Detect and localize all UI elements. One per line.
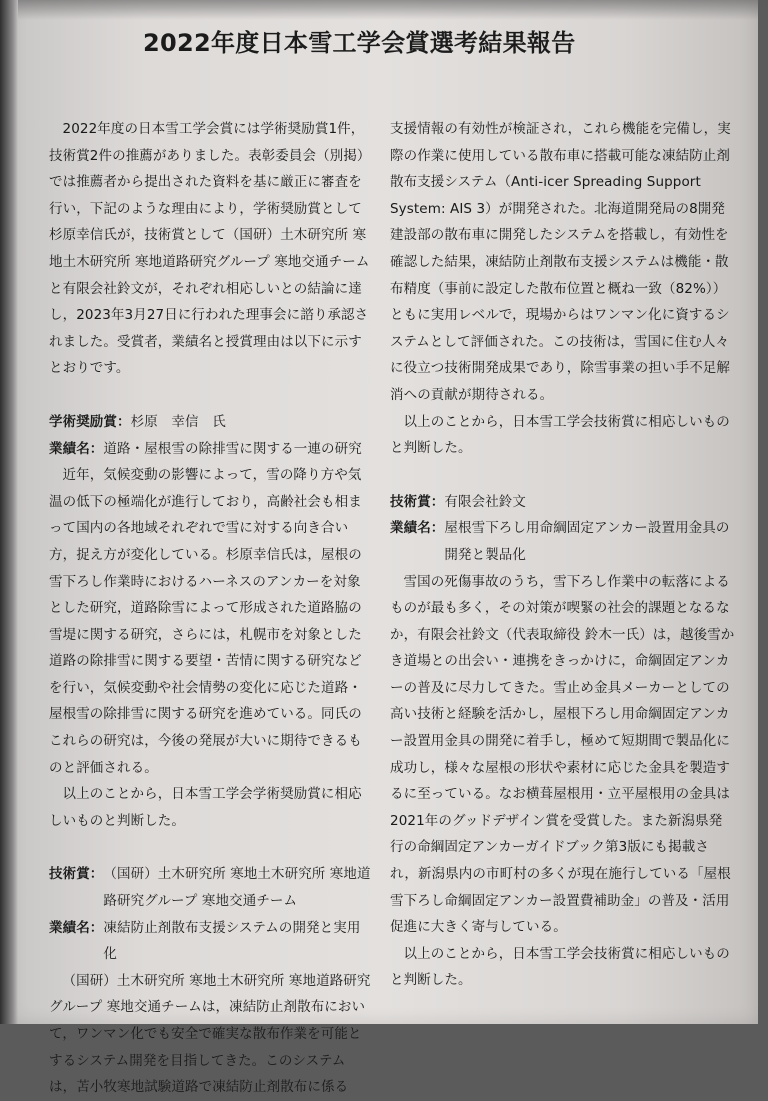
right-column [390,116,735,994]
technology-award-1-recipient: （国研）土木研究所 寒地土木研究所 寒地道路研究グループ 寒地交通チーム [103,866,371,910]
technology-award-1-recipient-row [49,861,371,914]
technology-award-1-reason-start: （国研）土木研究所 寒地土木研究所 寒地道路研究グループ 寒地交通チームは，凍結防止剤散布において，ワンマン化でも安全で確実な散布作業を可能とするシステム開発を目指してきた。このシステムは，苫小牧寒地試験道路で凍結防止剤散布に係る [49,972,371,1096]
technology-award-2-recipient-row [390,489,735,516]
page-title: 2022年度日本雪工学会賞選考結果報告 [143,29,576,57]
technology-award-2-reason: 雪国の死傷事故のうち，雪下ろし作業中の転落によるものが最も多く，その対策が喫緊の社会的課題となるなか，有限会社鈴文（代表取締役 鈴木一氏）は，越後雪かき道場との出会い・連携をきっかけに，命綱固定アンカーの普及に尽力してきた。雪止め金具メーカーとしての高い技術と経験を活かし，屋根下ろし用命綱固定アンカー設置用金具の開発に着手し，極めて短期間で製品化に成功し，様々な屋根の形状や素材に応じた金具を製造するに至っている。なお横葺屋根用・立平屋根用の金具は2021年のグッドデザイン賞を受賞した。また新潟県発行の命綱固定アンカーガイドブック第3版にも掲載され，新潟県内の市町村の多くが現在施行している「屋根雪下ろし命綱固定アンカー設置費補助金」の普及・活用促進に大きく寄与している。 [390,573,735,936]
academic-award-label: 学術奨励賞： [49,413,131,430]
academic-work-label: 業績名： [49,440,104,457]
technology-work-1-label: 業績名： [49,919,104,936]
academic-work-title-row [49,436,371,463]
technology-work-2-title-row [390,515,735,568]
academic-award-conclusion: 以上のことから，日本雪工学会学術奨励賞に相応しいものと判断した。 [49,786,362,829]
page-left-shadow [0,0,18,1024]
technology-award-1-label: 技術賞： [49,866,104,883]
technology-award-2-conclusion: 以上のことから，日本雪工学会技術賞に相応しいものと判断した。 [390,945,730,989]
technology-award-1-conclusion: 以上のことから，日本雪工学会技術賞に相応しいものと判断した。 [390,413,730,457]
section-gap [390,462,735,489]
technology-award-2-recipient: 有限会社鈴文 [444,493,527,510]
academic-award-reason: 近年，気候変動の影響によって，雪の降り方や気温の低下の極端化が進行しており，高齢社会も相まって国内の各地域それぞれで雪に対する向き合い方，捉え方が変化している。杉原幸信氏は，屋根の雪下ろし作業時におけるハーネスのアンカーを対象とした研究，道路除雪によって形成された道路脇の雪堤に関する研究，さらには，札幌市を対象とした道路の除排雪に関する要望・苦情に関する研究などを行い，気候変動や社会情勢の変化に応じた道路・屋根雪の除排雪に関する研究を進めている。同氏のこれらの研究は，今後の発展が大いに期待できるものと評価される。 [49,467,362,776]
section-gap [49,834,371,861]
left-column [49,116,371,1101]
technology-work-2-label: 業績名： [390,520,445,537]
technology-award-1-reason-continuation: 支援情報の有効性が検証され，これら機能を完備し，実際の作業に使用している散布車に搭載可能な凍結防止剤散布支援システム（Anti-icer Spreading Support System: AIS 3）が開発された。北海道開発局の8開発建設部の散布車に開発したシステムを搭載し，有効性を確認した結果，凍結防止剤散布支援システムは機能・散布精度（事前に設定した散布位置と概ね一致（82%））ともに実用レベルで，現場からはワンマン化に資するシステムとして評価された。この技術は，雪国に住む人々に役立つ技術開発成果であり，除雪事業の担い手不足解消への貢献が期待される。 [390,121,731,403]
technology-work-1-title: 凍結防止剤散布支援システムの開発と実用化 [103,919,361,963]
intro-paragraph: 2022年度の日本雪工学会賞には学術奨励賞1件，技術賞2件の推薦がありました。表彰委員会（別掲）では推薦者から提出された資料を基に厳正に審査を行い，下記のような理由により，学術奨励賞として杉原幸信氏が，技術賞として（国研）土木研究所 寒地土木研究所 寒地道路研究グループ 寒地交通チームと有限会社鈴文が，それぞれ相応しいとの結論に達し，2023年3月27日に行われた理事会に諮り承認されました。受賞者，業績名と授賞理由は以下に示すとおりです。 [49,121,371,377]
page-top-shadow [18,0,768,20]
academic-work-title: 道路・屋根雪の除排雪に関する一連の研究 [103,440,362,457]
section-gap [49,382,371,409]
technology-award-2-label: 技術賞： [390,493,445,510]
academic-award-recipient: 杉原 幸信 氏 [130,413,226,430]
technology-work-1-title-row [49,915,371,968]
technology-work-2-title: 屋根雪下ろし用命綱固定アンカー設置用金具の開発と製品化 [444,520,730,563]
academic-award-line [49,409,371,436]
